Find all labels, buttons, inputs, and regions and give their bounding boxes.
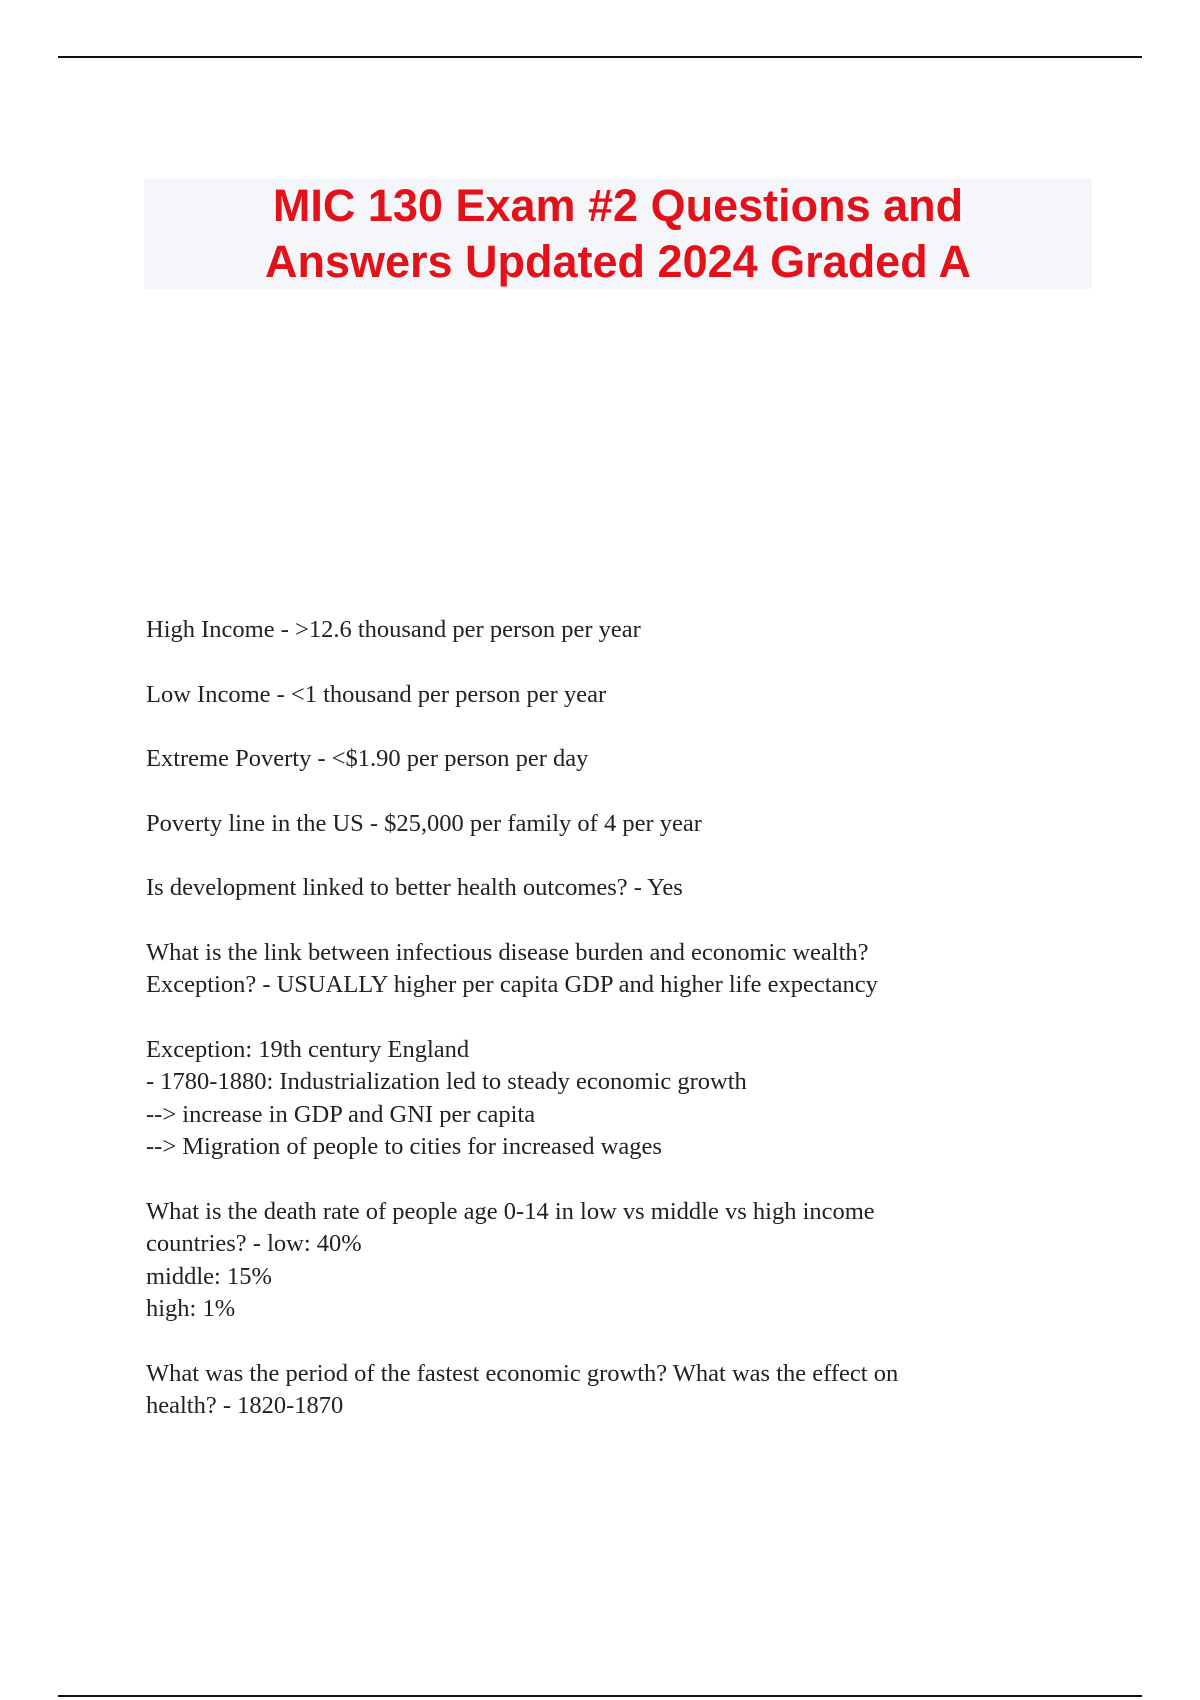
title-banner bbox=[144, 178, 1092, 289]
qa-entry bbox=[146, 937, 1066, 1002]
document-title-line-1: MIC 130 Exam #2 Questions and bbox=[272, 179, 964, 231]
qa-text-line: Exception? - USUALLY higher per capita GDP and higher life expectancy bbox=[146, 971, 878, 998]
qa-text-line: high: 1% bbox=[146, 1295, 236, 1322]
qa-text-line: middle: 15% bbox=[146, 1262, 272, 1290]
qa-text-line: Is development linked to better health outcomes? - Yes bbox=[146, 874, 683, 901]
qa-text-line: --> increase in GDP and GNI per capita bbox=[146, 1100, 536, 1128]
qa-text-line: What is the link between infectious disease burden and economic wealth? bbox=[146, 938, 869, 966]
qa-entry bbox=[146, 679, 1066, 712]
qa-text-line: High Income - >12.6 thousand per person per year bbox=[146, 616, 641, 643]
qa-entry bbox=[146, 743, 1066, 776]
qa-text-line: Poverty line in the US - $25,000 per family of 4 per year bbox=[146, 809, 702, 837]
qa-entry bbox=[146, 872, 1066, 905]
qa-entry bbox=[146, 808, 1066, 841]
qa-text-line: --> Migration of people to cities for increased wages bbox=[146, 1133, 662, 1160]
bottom-rule bbox=[58, 1695, 1142, 1697]
qa-text-line: - 1780-1880: Industrialization led to steady economic growth bbox=[146, 1068, 747, 1095]
qa-text-line: Exception: 19th century England bbox=[146, 1035, 470, 1063]
qa-entry bbox=[146, 1358, 1066, 1423]
qa-entry bbox=[146, 1196, 1066, 1326]
qa-text-line: Low Income - <1 thousand per person per year bbox=[146, 680, 607, 708]
document-title-line-2: Answers Updated 2024 Graded A bbox=[264, 235, 972, 287]
qa-text-line: What is the death rate of people age 0-14 in low vs middle vs high income bbox=[146, 1197, 875, 1225]
qa-text-line: health? - 1820-1870 bbox=[146, 1392, 344, 1419]
qa-text-line: countries? - low: 40% bbox=[146, 1230, 362, 1257]
qa-entry bbox=[146, 614, 1066, 647]
qa-entry bbox=[146, 1034, 1066, 1164]
question-answer-list bbox=[146, 614, 1066, 1455]
qa-text-line: Extreme Poverty - <$1.90 per person per day bbox=[146, 745, 589, 772]
qa-text-line: What was the period of the fastest economic growth? What was the effect on bbox=[146, 1359, 899, 1387]
top-rule bbox=[58, 56, 1142, 58]
